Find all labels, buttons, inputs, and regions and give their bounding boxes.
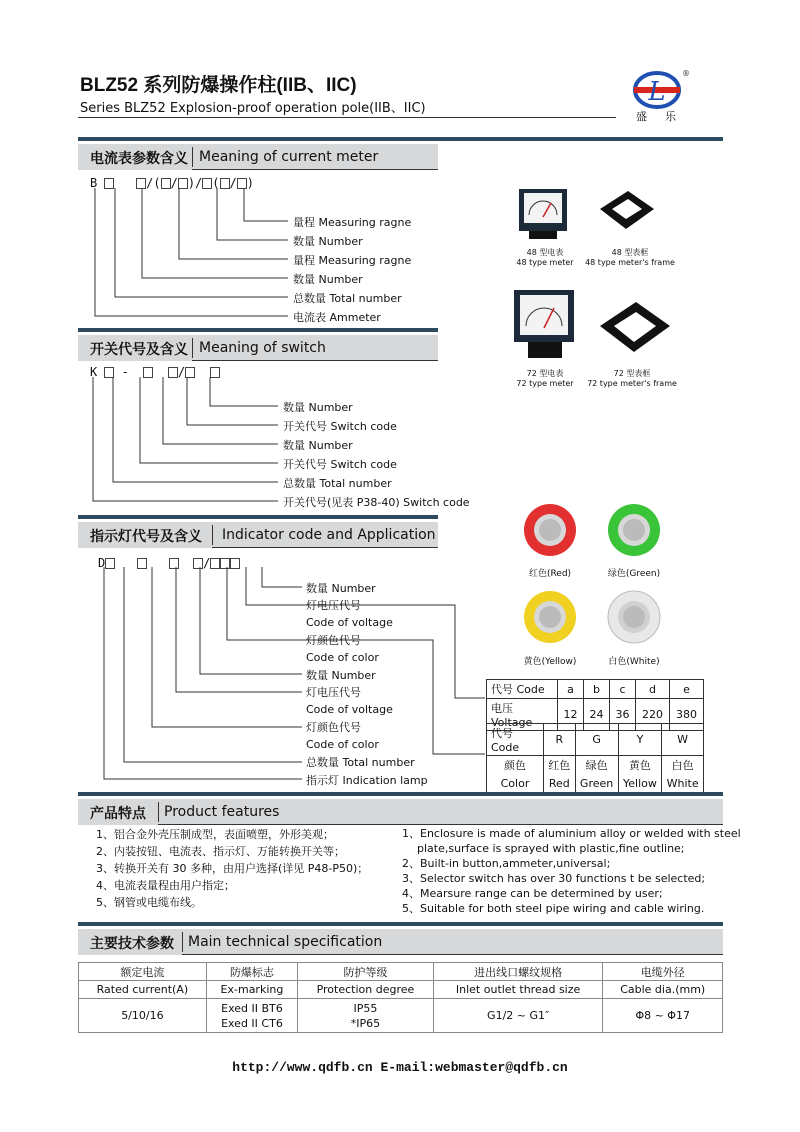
section-bar xyxy=(78,922,723,926)
svg-text:®: ® xyxy=(682,69,690,78)
table-row: 电压 Voltage 12 24 36 220 380 xyxy=(487,699,704,731)
indicator-label: 数量 Number xyxy=(306,669,376,682)
indicator-label: 指示灯 Indication lamp xyxy=(306,774,428,787)
indicator-label: 灯颜色代号 Code of color xyxy=(306,634,379,664)
lamp-red-caption: 红色(Red) xyxy=(528,569,572,579)
indicator-label: 数量 Number xyxy=(306,582,376,595)
list-item: plate,surface is sprayed with plastic,fine outline; xyxy=(417,842,685,855)
lamp-white-image xyxy=(604,585,664,649)
switch-label: 开关代号 Switch code xyxy=(283,420,397,433)
lamp-green-image xyxy=(604,498,664,562)
indicator-label: 灯电压代号 Code of voltage xyxy=(306,599,393,629)
table-row: 额定电流 防爆标志 防护等级 进出线口螺纹规格 电缆外径 xyxy=(79,963,723,981)
section-bar xyxy=(78,792,723,796)
meter-label: 数量 Number xyxy=(293,235,363,248)
table-row: Rated current(A) Ex-marking Protection degree Inlet outlet thread size Cable dia.(mm) xyxy=(79,981,723,999)
logo-text: 盛乐 xyxy=(636,110,694,123)
list-item: 5、Suitable for both steel pipe wiring and cable wiring. xyxy=(402,902,705,915)
section-header-features: 产品特点 Product features xyxy=(78,799,723,825)
section-header-meter: 电流表参数含义 Meaning of current meter xyxy=(78,144,438,170)
section-header-spec: 主要技术参数 Main technical specification xyxy=(78,929,723,955)
meter-label: 电流表 Ammeter xyxy=(293,311,381,324)
lamp-white-caption: 白色(White) xyxy=(608,657,660,667)
footer-contact: http://www.qdfb.cn E-mail:webmaster@qdfb.cn xyxy=(232,1060,568,1075)
switch-code: K - / xyxy=(90,365,220,379)
features-en-list xyxy=(402,826,741,916)
section-header-indicator: 指示灯代号及含义 Indicator code and Application xyxy=(78,522,438,548)
list-item: 2、Built-in button,ammeter,universal; xyxy=(402,857,611,870)
table-row: Color Red Green Yellow White xyxy=(487,774,704,793)
list-item: 1、Enclosure is made of aluminium alloy or welded with steel xyxy=(402,827,741,840)
meter-label: 总数量 Total number xyxy=(293,292,402,305)
lamp-yellow-caption: 黄色(Yellow) xyxy=(523,657,577,667)
indicator-label: 灯颜色代号 Code of color xyxy=(306,721,379,751)
meter-48-frame-caption: 48 型表框 48 type meter's frame xyxy=(585,248,675,267)
page-title: BLZ52 系列防爆操作柱(IIB、IIC) xyxy=(80,75,357,96)
indicator-label: 总数量 Total number xyxy=(306,756,415,769)
section-header-switch: 开关代号及含义 Meaning of switch xyxy=(78,335,438,361)
list-item: 5、钢管或电缆布线。 xyxy=(96,896,202,909)
page-subtitle: Series BLZ52 Explosion-proof operation pole(IIB、IIC) xyxy=(80,101,426,116)
table-row: 5/10/16 Exed II BT6 Exed II CT6 IP55 *IP65 G1/2 ~ G1″ Φ8 ~ Φ17 xyxy=(79,999,723,1033)
features-zh-list xyxy=(96,826,368,911)
table-row: 颜色 红色 绿色 黄色 白色 xyxy=(487,756,704,775)
table-row: 代号 Code R G Y W xyxy=(487,724,704,756)
indicator-label: 灯电压代号 Code of voltage xyxy=(306,686,393,716)
switch-label: 数量 Number xyxy=(283,439,353,452)
list-item: 1、铝合金外壳压制成型，表面喷塑，外形美观； xyxy=(96,828,334,841)
meter-48-caption: 48 型电表 48 type meter xyxy=(516,248,574,267)
meter-label: 数量 Number xyxy=(293,273,363,286)
lamp-yellow-image xyxy=(520,585,580,649)
color-code-table xyxy=(486,723,704,793)
meter-code: B /( / )/ ( / ) xyxy=(90,176,254,190)
list-item: 4、电流表量程由用户指定； xyxy=(96,879,235,892)
spec-table xyxy=(78,962,723,1033)
switch-label: 开关代号(见表 P38-40) Switch code xyxy=(283,496,470,509)
indicator-code: D / xyxy=(98,556,240,570)
table-row: 代号 Code a b c d e xyxy=(487,680,704,699)
switch-label: 开关代号 Switch code xyxy=(283,458,397,471)
svg-text:L: L xyxy=(648,77,666,107)
meter-label: 量程 Measuring ragne xyxy=(293,216,412,229)
switch-label: 总数量 Total number xyxy=(283,477,392,490)
list-item: 2、内装按钮、电流表、指示灯、万能转换开关等； xyxy=(96,845,345,858)
list-item: 3、Selector switch has over 30 functions t be selected; xyxy=(402,872,706,885)
meter-72-frame-caption: 72 型表框 72 type meter's frame xyxy=(587,369,677,388)
list-item: 4、Mearsure range can be determined by user; xyxy=(402,887,663,900)
meter-label: 量程 Measuring ragne xyxy=(293,254,412,267)
lamp-red-image xyxy=(520,498,580,562)
list-item: 3、转换开关有 30 多种，由用户选择(详见 P48-P50)； xyxy=(96,862,369,875)
lamp-green-caption: 绿色(Green) xyxy=(607,569,661,579)
meter-72-caption: 72 型电表 72 type meter xyxy=(516,369,574,388)
switch-label: 数量 Number xyxy=(283,401,353,414)
